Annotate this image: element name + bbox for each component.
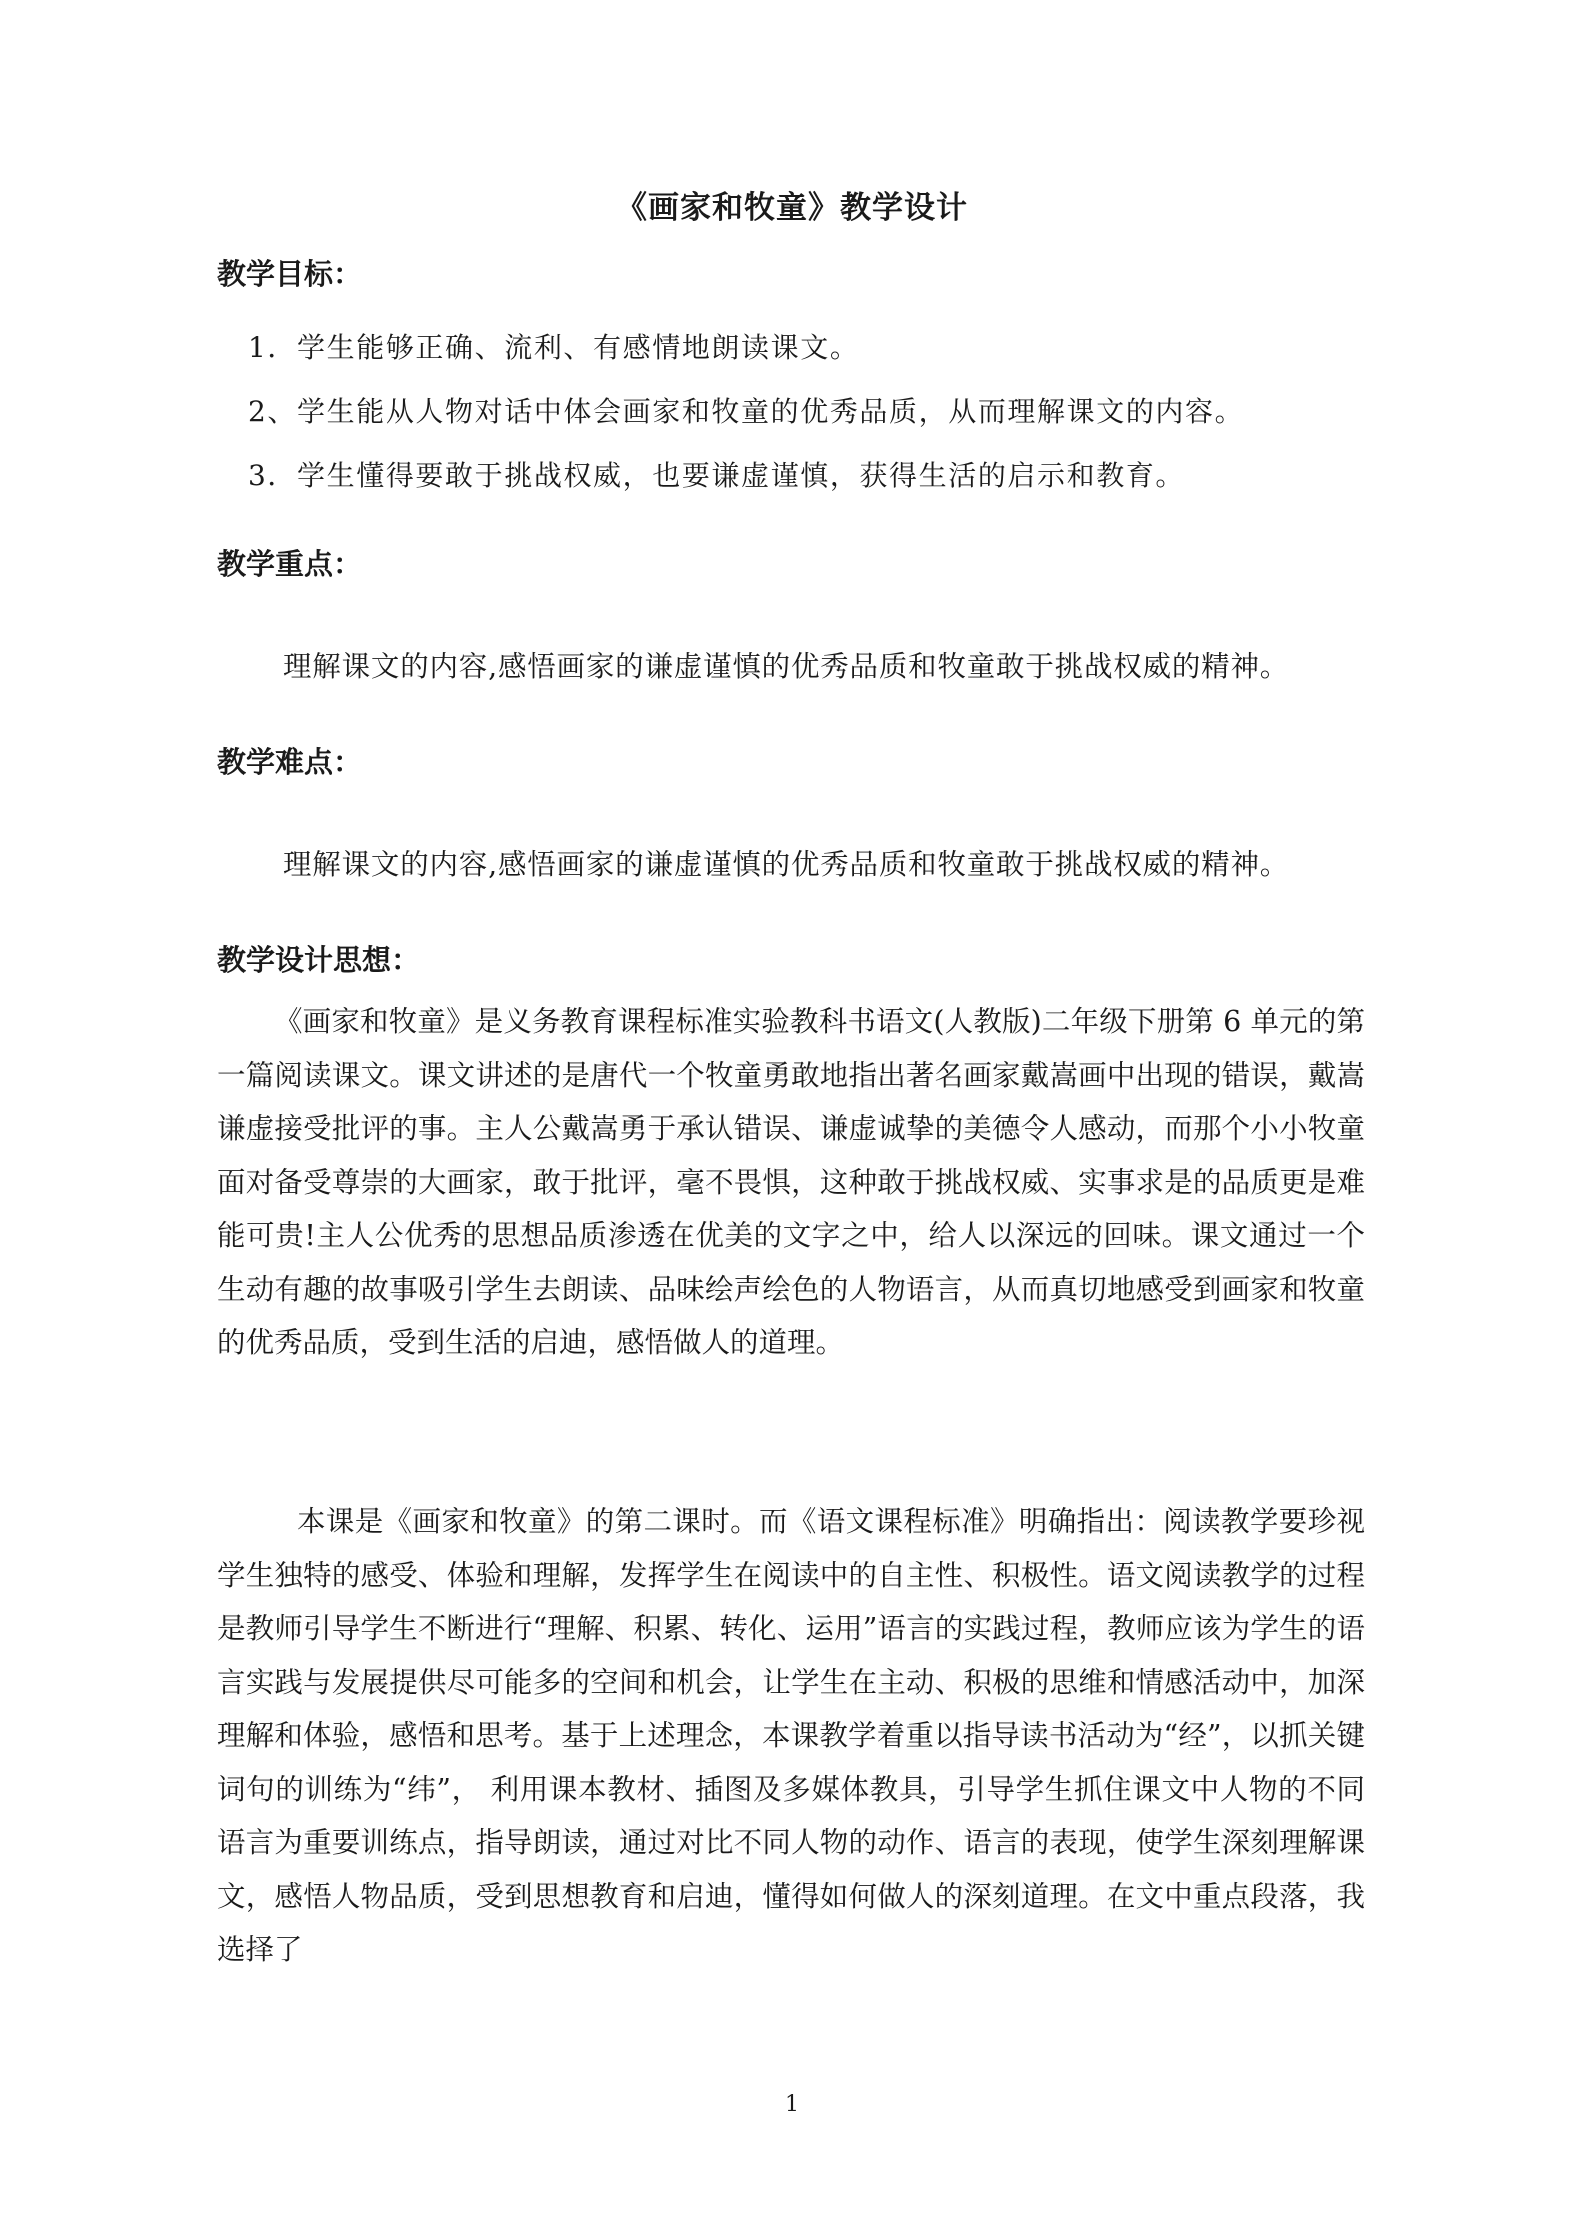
design-thoughts-paragraph-2: 本课是《画家和牧童》的第二课时。而《语文课程标准》明确指出：阅读教学要珍视学生独特的感受、体验和理解，发挥学生在阅读中的自主性、积极性。语文阅读教学的过程是教师引导学生不断进行“理解、积累、转化、运用”语言的实践过程，教师应该为学生的语言实践与发展提供尽可能多的空间和机会，让学生在主动、积极的思维和情感活动中，加深理解和体验，感悟和思考。基于上述理念，本课教学着重以指导读书活动为“经”，以抓关键词句的训练为“纬”， 利用课本教材、插图及多媒体教具，引导学生抓住课文中人物的不同语言为重要训练点，指导朗读，通过对比不同人物的动作、语言的表现，使学生深刻理解课文，感悟人物品质，受到思想教育和启迪，懂得如何做人的深刻道理。在文中重点段落，我选择了 [217, 1505, 1365, 1966]
document-title: 《画家和牧童》教学设计 [616, 190, 968, 226]
objective-item-1: 1．学生能够正确、流利、有感情地朗读课文。 [248, 331, 860, 364]
difficulties-text: 理解课文的内容,感悟画家的谦虚谨慎的优秀品质和牧童敢于挑战权威的精神。 [283, 848, 1290, 881]
objectives-heading: 教学目标： [217, 257, 363, 291]
design-thoughts-heading: 教学设计思想： [217, 943, 421, 977]
page-number: 1 [785, 2092, 799, 2117]
design-thoughts-paragraph-1: 《画家和牧童》是义务教育课程标准实验教科书语文(人教版)二年级下册第 6 单元的第一篇阅读课文。课文讲述的是唐代一个牧童勇敢地指出著名画家戴嵩画中出现的错误，戴嵩谦虚接受批评的事。主人公戴嵩勇于承认错误、谦虚诚挚的美德令人感动，而那个小小牧童面对备受尊崇的大画家，敢于批评，毫不畏惧，这种敢于挑战权威、实事求是的品质更是难能可贵!主人公优秀的思想品质渗透在优美的文字之中，给人以深远的回味。课文通过一个生动有趣的故事吸引学生去朗读、品味绘声绘色的人物语言，从而真切地感受到画家和牧童的优秀品质，受到生活的启迪，感悟做人的道理。 [217, 1005, 1365, 1359]
objective-item-3: 3．学生懂得要敢于挑战权威，也要谦虚谨慎，获得生活的启示和教育。 [248, 459, 1186, 492]
key-points-heading: 教学重点： [217, 547, 363, 581]
difficulties-heading: 教学难点： [217, 745, 363, 779]
key-points-text: 理解课文的内容,感悟画家的谦虚谨慎的优秀品质和牧童敢于挑战权威的精神。 [283, 650, 1290, 683]
objective-item-2: 2、学生能从人物对话中体会画家和牧童的优秀品质，从而理解课文的内容。 [248, 395, 1245, 428]
